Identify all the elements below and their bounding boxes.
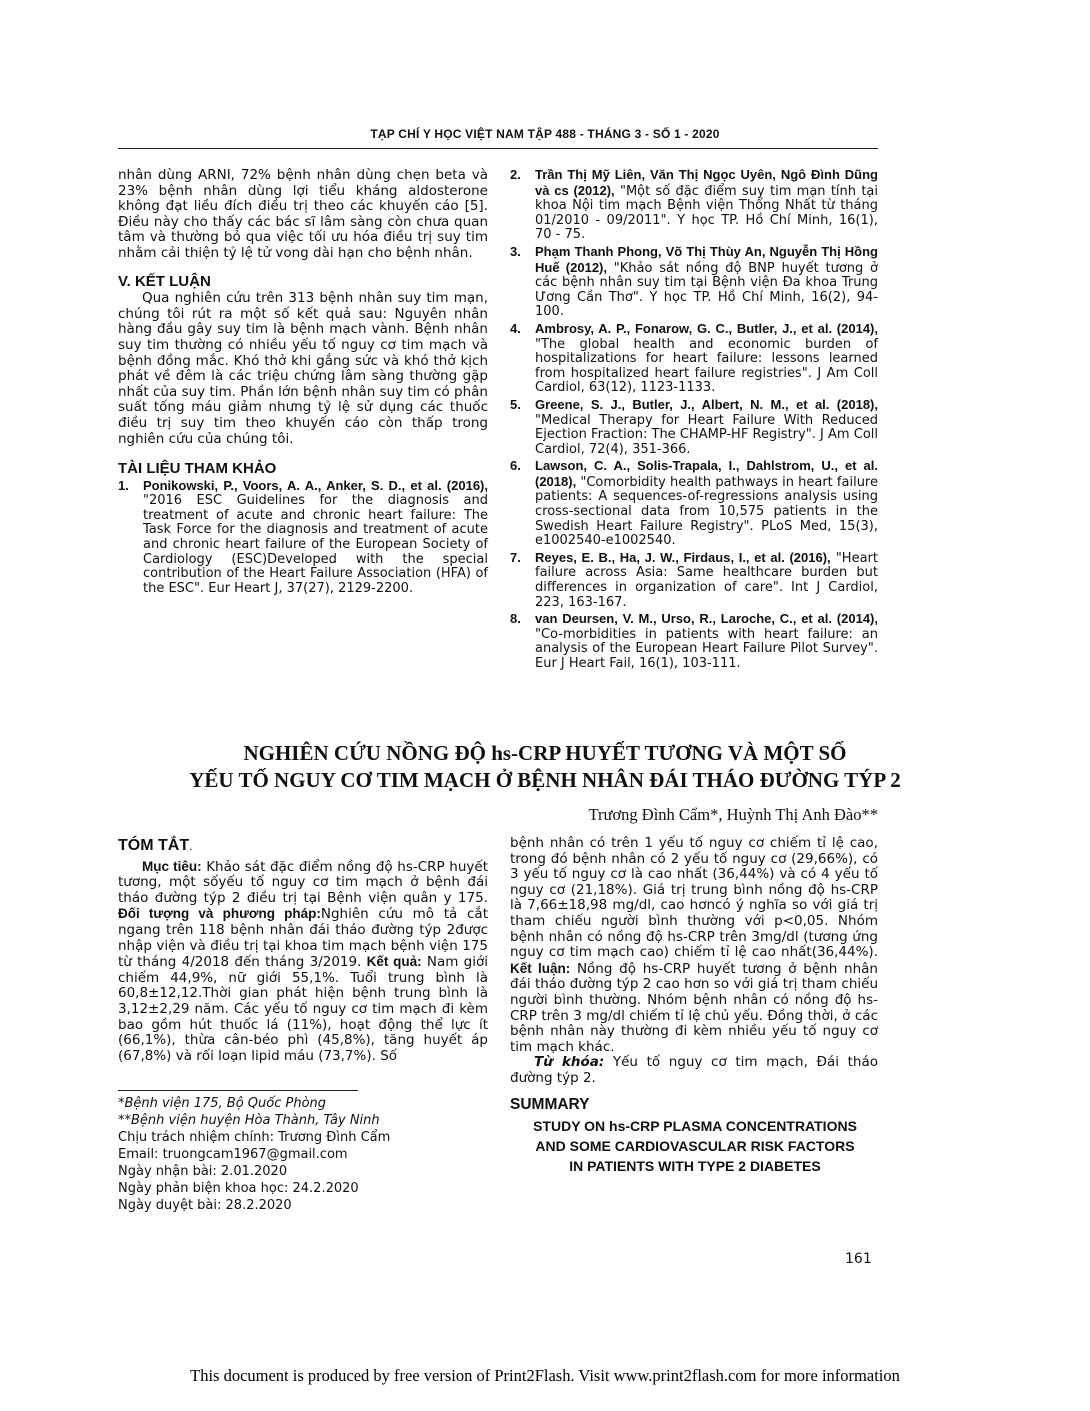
objective-label: Mục tiêu: bbox=[142, 858, 202, 874]
journal-header: TẠP CHÍ Y HỌC VIỆT NAM TẬP 488 - THÁNG 3 - SỐ 1 - 2020 bbox=[370, 127, 720, 141]
print2flash-watermark: This document is produced by free version of Print2Flash. Visit www.print2flash.com for more information bbox=[190, 1366, 900, 1385]
reference-number: 1. bbox=[118, 477, 129, 493]
keywords-text: Yếu tố nguy cơ tim mạch, Đái tháo đường týp 2. bbox=[510, 1054, 878, 1086]
abstract-conclusion-text: Nồng độ hs-CRP huyết tương ở bệnh nhân đái tháo đường týp 2 cao hơn so với giá trị tham chiếu người bình thường. Nhóm bệnh nhân có nồng độ hs-CRP trên 3 mg/dl chiếm tỉ lệ chủ yếu. Đồng thời, ở các bệnh nhân này thường đi kèm nhiều yếu tố nguy cơ tim mạch khác. bbox=[510, 960, 878, 1055]
reference-text: "The global health and economic burden of hospitalizations for heart failure: lessons learned from hospitalized heart failure registries". J Am Coll Cardiol, 63(12), 1123-1133. bbox=[535, 336, 878, 396]
reference-item bbox=[510, 245, 878, 320]
reference-text: "Khảo sát nồng độ BNP huyết tương ở các bệnh nhân suy tim tại Bệnh viện Đa khoa Trung Ương Cần Thơ". Y học TP. Hồ Chí Minh, 16(2), 94-100. bbox=[535, 260, 878, 320]
objective-text: Khảo sát đặc điểm nồng độ hs-CRP huyết tương, một sốyếu tố nguy cơ tim mạch ở bệnh đái tháo đường týp 2 điều trị tại Bệnh viện quân y 175. bbox=[118, 858, 488, 906]
abstract-conclusion-label: Kết luận: bbox=[510, 960, 571, 976]
reference-text: "2016 ESC Guidelines for the diagnosis and treatment of acute and chronic heart failure: The Task Force for the diagnosis and treatment of acute and chronic heart failure of the European Society of Cardiology (ESC)Developed with the special contribution of the Heart Failure Association (HFA) of the ESC". Eur Heart J, 37(27), 2129-2200. bbox=[143, 493, 488, 596]
reference-item bbox=[510, 322, 878, 396]
page-number: 161 bbox=[845, 1251, 872, 1267]
reference-text: "Heart failure across Asia: Same healthcare burden but differences in organization of care". Int J Cardiol, 223, 163-167. bbox=[535, 550, 878, 610]
article-authors: Trương Đình Cẩm*, Huỳnh Thị Anh Đào** bbox=[588, 805, 878, 824]
reference-number: 5. bbox=[510, 396, 521, 412]
results-text-right: bệnh nhân có trên 1 yếu tố nguy cơ chiếm tỉ lệ cao, trong đó bệnh nhân có 2 yếu tố nguy cơ (29,66%), có 3 yếu tố nguy cơ là cao nhất (36,44%) và có 4 yếu tố nguy cơ (21,18%). Giá trị trung bình nồng độ hs-CRP là 7,66±18,98 mg/dl, cao hơncó ý nghĩa so với giá trị tham chiếu người bình thường với p<0,05. Nhóm bệnh nhân có nồng độ hs-CRP trên 3mg/dl (tương ứng nguy cơ tim mạch cao) chiếm tỉ lệ cao nhất(36,44%). bbox=[510, 835, 878, 961]
methods-text: Nghiên cứu mô tả cắt ngang trên 118 bệnh nhân đái tháo đường týp 2được nhập viện và điều trị tại khoa tim mạch bệnh viện 175 từ tháng 4/2018 đến tháng 3/2019. bbox=[118, 906, 488, 971]
reference-text: "Medical Therapy for Heart Failure With Reduced Ejection Fraction: The CHAMP-HF Registry". J Am Coll Cardiol, 72(4), 351-366. bbox=[535, 412, 878, 457]
reference-item bbox=[510, 459, 878, 549]
reference-list-left bbox=[118, 479, 488, 597]
abstract-paragraph bbox=[118, 859, 488, 1065]
reference-authors: Trần Thị Mỹ Liên, Văn Thị Ngọc Uyên, Ngô Đình Dũng và cs (2012), bbox=[535, 167, 878, 198]
english-title: STUDY ON hs-CRP PLASMA CONCENTRATIONS AND SOME CARDIOVASCULAR RISK FACTORS IN PATIENTS WITH TYPE 2 DIABETES bbox=[533, 1118, 857, 1175]
date-received: Ngày nhận bài: 2.01.2020 bbox=[118, 1164, 288, 1180]
right-column-bottom bbox=[510, 836, 878, 1176]
reference-authors: van Deursen, V. M., Urso, R., Laroche, C., et al. (2014), bbox=[535, 611, 878, 627]
results-label: Kết quả: bbox=[366, 954, 422, 970]
reference-number: 4. bbox=[510, 320, 521, 336]
reference-authors: Reyes, E. B., Ha, J. W., Firdaus, I., et al. (2016), bbox=[535, 549, 831, 565]
abstract-heading bbox=[118, 838, 488, 855]
reference-item bbox=[510, 551, 878, 610]
reference-text: "Comorbidity health pathways in heart failure patients: A sequences-of-regressions analysis using cross-sectional data from 10,575 patients in the Swedish Heart Failure Registry". PLoS Med, 15(3), e1002540-e1002540. bbox=[535, 474, 878, 549]
discussion-paragraph: nhân dùng ARNI, 72% bệnh nhân dùng chẹn beta và 23% bệnh nhân dùng lợi tiểu kháng aldosterone không đạt liều đích điều trị theo các khuyến cáo [5]. Điều này cho thấy các bác sĩ lâm sàng còn chưa quan tâm và thường bỏ qua việc tối ưu hóa điều trị suy tim nhằm cải thiện tỷ lệ tử vong dài hạn cho bệnh nhân. bbox=[118, 167, 488, 261]
conclusion-paragraph: Qua nghiên cứu trên 313 bệnh nhân suy tim mạn, chúng tôi rút ra một số kết quả sau: Nguyên nhân hàng đầu gây suy tim là bệnh mạch vành. Bệnh nhân suy tim thường có nhiều yếu tố nguy cơ tim mạch và bệnh đồng mắc. Khó thở khi gắng sức và khó thở kịch phát về đêm là các triệu chứng lâm sàng thường gặp nhất của suy tim. Phần lớn bệnh nhân suy tim có phân suất tống máu giảm nhưng tỷ lệ sử dụng các thuốc điều trị suy tim theo khuyến cáo còn thấp trong nghiên cứu của chúng tôi. bbox=[118, 290, 488, 447]
reference-number: 7. bbox=[510, 549, 521, 565]
reference-text: "Một số đặc điểm suy tim mạn tính tại khoa Nội tim mạch Bệnh viện Thống Nhất từ tháng 01/2010 - 09/2011". Y học TP. Hồ Chí Minh, 16(1), 70 - 75. bbox=[535, 183, 878, 243]
abstract-continuation bbox=[510, 836, 878, 1055]
conclusion-heading: V. KẾT LUẬN bbox=[118, 272, 211, 290]
reference-item bbox=[510, 168, 878, 243]
date-approved: Ngày duyệt bài: 28.2.2020 bbox=[118, 1198, 292, 1214]
reference-item bbox=[510, 612, 878, 671]
article-title-line-2: YẾU TỐ NGUY CƠ TIM MẠCH Ở BỆNH NHÂN ĐÁI THÁO ĐƯỜNG TÝP 2 bbox=[189, 768, 901, 792]
right-column-top bbox=[510, 168, 878, 674]
author-email: Email: truongcam1967@gmail.com bbox=[118, 1147, 348, 1163]
references-heading: TÀI LIỆU THAM KHẢO bbox=[118, 460, 277, 478]
responsible-author: Chịu trách nhiệm chính: Trương Đình Cẩm bbox=[118, 1130, 391, 1146]
summary-heading: SUMMARY bbox=[510, 1095, 590, 1113]
reference-list-right bbox=[510, 168, 878, 672]
reference-authors: Phạm Thanh Phong, Võ Thị Thùy An, Nguyễn Thị Hồng Huế (2012), bbox=[535, 243, 878, 275]
affiliation-2: **Bệnh viện huyện Hòa Thành, Tây Ninh bbox=[118, 1113, 380, 1129]
reference-number: 3. bbox=[510, 243, 521, 259]
footnote-rule bbox=[118, 1090, 358, 1091]
keywords-paragraph bbox=[510, 1055, 878, 1086]
results-text-left: Nam giới chiếm 44,9%, nữ giới 55,1%. Tuổi trung bình là 60,8±12,12.Thời gian phát hiện bệnh trung bình là 3,12±2,29 năm. Các yếu tố nguy cơ tim mạch đi kèm bao gồm hút thuốc lá (11%), hoạt động thể lực ít (66,1%), thừa cân-béo phì (45,8%), tăng huyết áp (67,8%) và rối loạn lipid máu (73,7%). Số bbox=[118, 954, 489, 1064]
reference-authors: Ponikowski, P., Voors, A. A., Anker, S. D., et al. (2016), bbox=[143, 477, 488, 493]
footnotes bbox=[118, 1095, 488, 1214]
reference-number: 6. bbox=[510, 458, 521, 474]
abstract-heading-suffix: . bbox=[189, 839, 193, 853]
left-column-bottom bbox=[118, 838, 488, 1214]
reference-authors: Greene, S. J., Butler, J., Albert, N. M., et al. (2018), bbox=[535, 396, 878, 412]
reference-number: 8. bbox=[510, 611, 521, 627]
reference-authors: Lawson, C. A., Solis-Trapala, I., Dahlstrom, U., et al. (2018), bbox=[535, 458, 878, 489]
reference-number: 2. bbox=[510, 167, 521, 182]
abstract-heading-text: TÓM TẮT bbox=[118, 837, 190, 854]
reference-text: "Co-morbidities in patients with heart failure: an analysis of the European Heart Failure Pilot Survey". Eur J Heart Fail, 16(1), 103-111. bbox=[535, 626, 878, 671]
article-title-line-1: NGHIÊN CỨU NỒNG ĐỘ hs-CRP HUYẾT TƯƠNG VÀ MỘT SỐ bbox=[243, 741, 847, 765]
reference-item bbox=[510, 398, 878, 457]
reference-authors: Ambrosy, A. P., Fonarow, G. C., Butler, J., et al. (2014), bbox=[535, 320, 878, 336]
reference-item bbox=[118, 479, 488, 597]
keywords-label: Từ khóa: bbox=[534, 1054, 605, 1071]
date-reviewed: Ngày phản biện khoa học: 24.2.2020 bbox=[118, 1181, 359, 1197]
methods-label: Đối tượng và phương pháp: bbox=[118, 906, 321, 922]
left-column-top bbox=[118, 168, 488, 598]
header-rule bbox=[118, 148, 878, 149]
article-title bbox=[60, 740, 1030, 794]
affiliation-1: *Bệnh viện 175, Bộ Quốc Phòng bbox=[118, 1096, 327, 1112]
